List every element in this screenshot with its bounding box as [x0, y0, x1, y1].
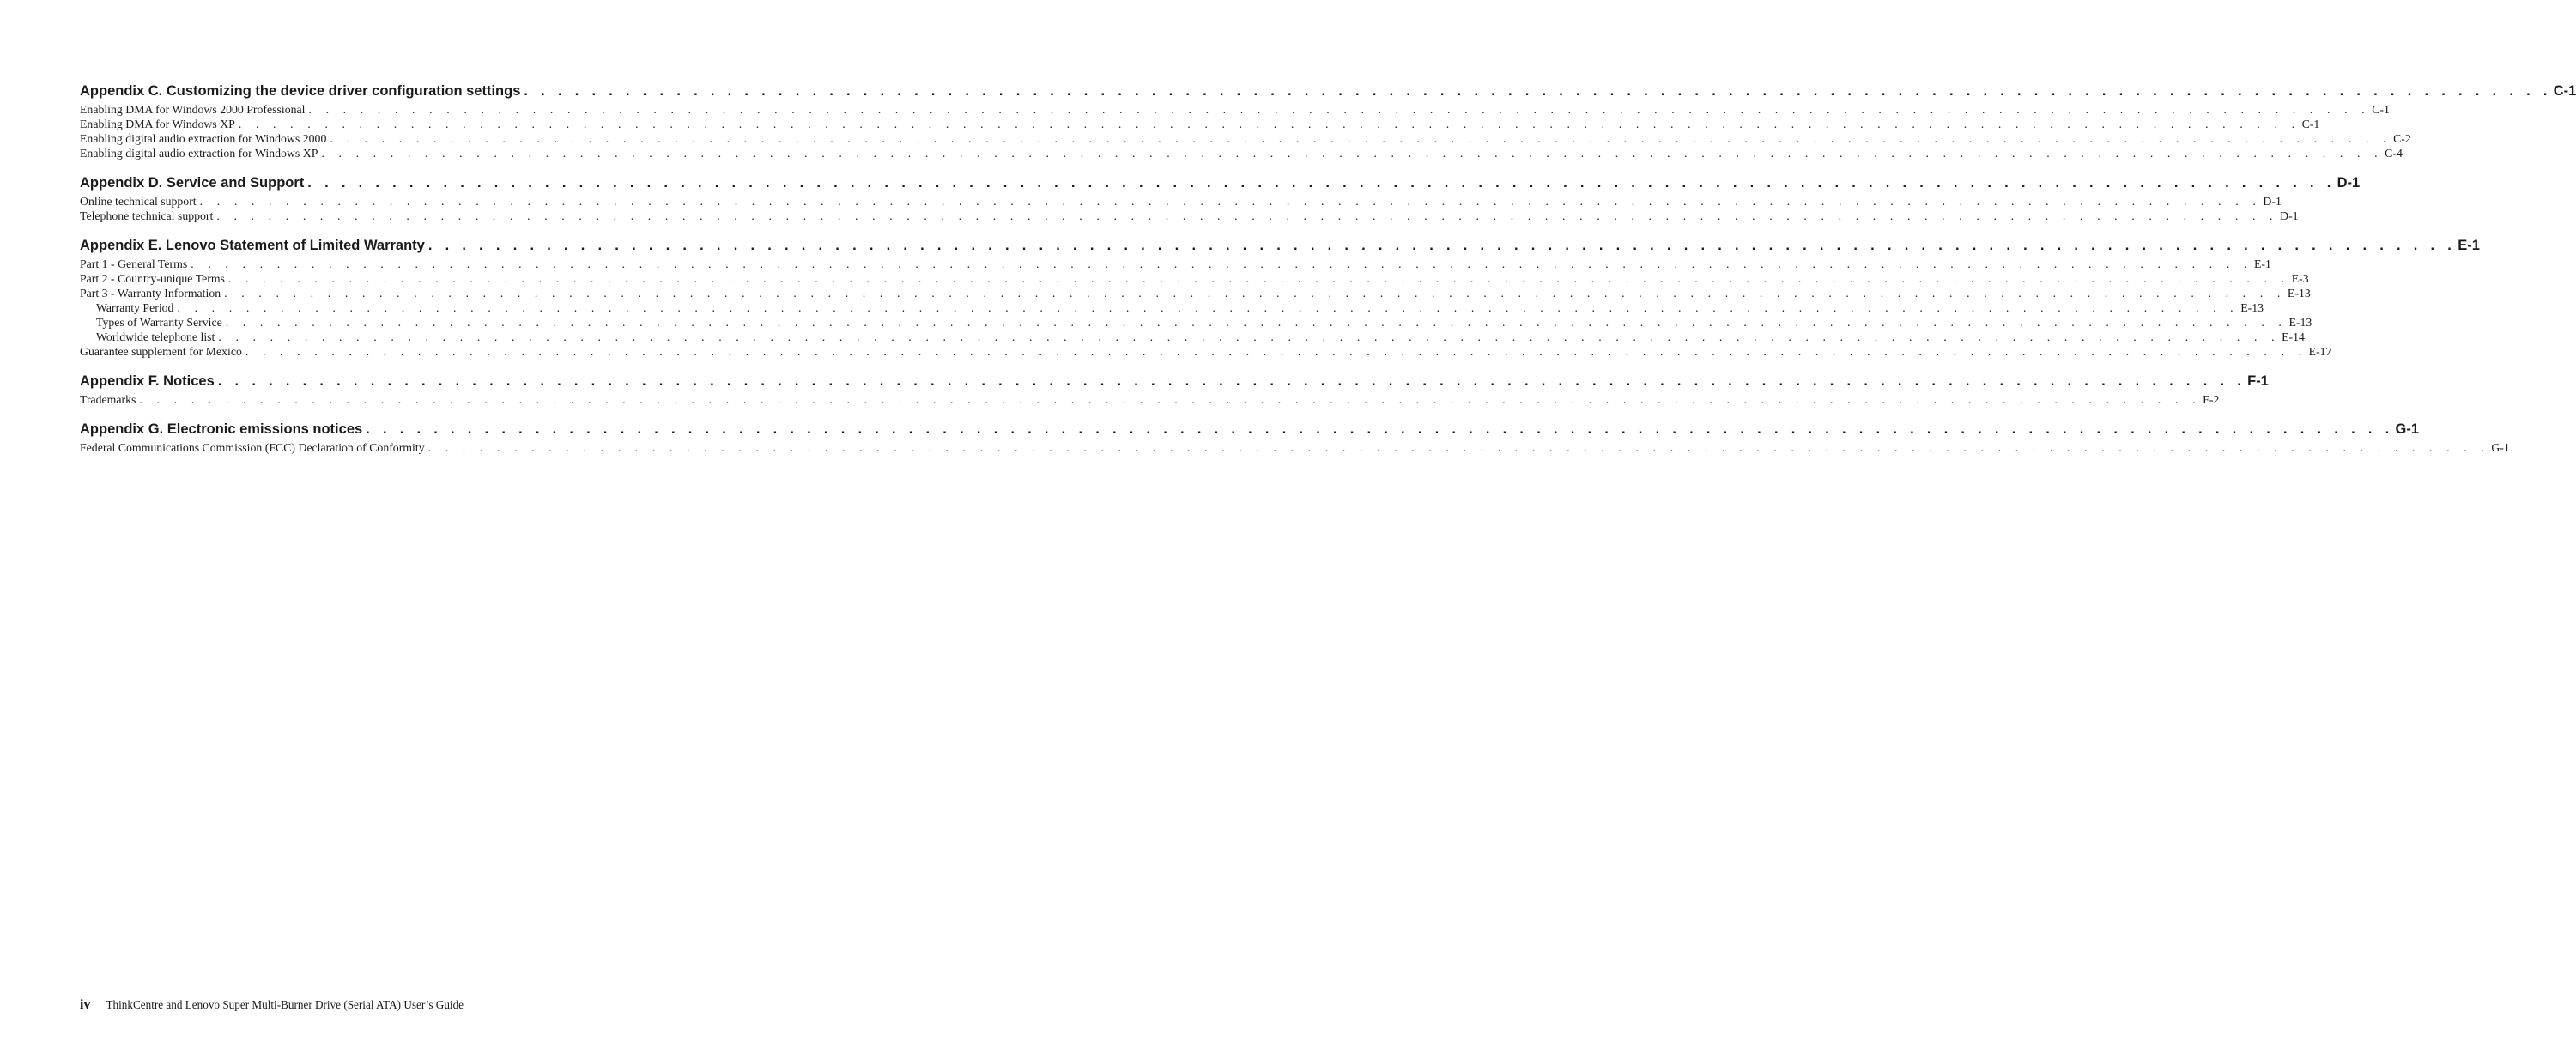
toc-entry-title: Types of Warranty Service [96, 316, 222, 329]
toc-entry-title: Enabling digital audio extraction for Windows XP [80, 147, 318, 160]
toc-entry[interactable] [80, 194, 2282, 209]
toc-heading-page-number: G-1 [2395, 421, 2420, 437]
toc-entry-page-number: C-4 [2385, 147, 2403, 160]
footer-book-title: ThinkCentre and Lenovo Super Multi-Burner Drive (Serial ATA) User’s Guide [106, 998, 464, 1011]
toc-entry-title: Part 1 - General Terms [80, 257, 188, 270]
dot-leader: . . . . . . . . . . . . . . . . . . . . . . . . . . . . . . . . . . . . . . . . . . . . . . . . . . . . . . . . . . . . . . . . . . . . . . . . . . . . . . . . . . . . . . . . . . . . . . . . . . . . . . . . . . . . . . . . . . . . . . . . [216, 209, 2279, 222]
toc-heading[interactable] [80, 82, 2576, 100]
dot-leader: . . . . . . . . . . . . . . . . . . . . . . . . . . . . . . . . . . . . . . . . . . . . . . . . . . . . . . . . . . . . . . . . . . . . . . . . . . . . . . . . . . . . . . . . . . . . . . . . . . . . . . . . . . . . . . . . . . . . . . . . [224, 287, 2286, 300]
toc-heading-page-number: E-1 [2458, 238, 2480, 253]
toc-entry-page-number: E-14 [2282, 330, 2305, 343]
toc-entry[interactable] [80, 131, 2411, 146]
toc-section [80, 237, 2480, 359]
dot-leader: . . . . . . . . . . . . . . . . . . . . . . . . . . . . . . . . . . . . . . . . . . . . . . . . . . . . . . . . . . . . . . . . . . . . . . . . . . . . . . . . . . . . . . . . . . . . . . . . . . . . . . . . . . . . . . . . . . . . . . . . [366, 421, 2394, 437]
toc-entry[interactable] [80, 392, 2220, 407]
toc-entry[interactable] [80, 315, 2312, 330]
toc-entry-title: Federal Communications Commission (FCC) Declaration of Conformity [80, 441, 425, 454]
dot-leader: . . . . . . . . . . . . . . . . . . . . . . . . . . . . . . . . . . . . . . . . . . . . . . . . . . . . . . . . . . . . . . . . . . . . . . . . . . . . . . . . . . . . . . . . . . . . . . . . . . . . . . . . . . . . . . . . . . . . . . . . [321, 147, 2384, 160]
dot-leader: . . . . . . . . . . . . . . . . . . . . . . . . . . . . . . . . . . . . . . . . . . . . . . . . . . . . . . . . . . . . . . . . . . . . . . . . . . . . . . . . . . . . . . . . . . . . . . . . . . . . . . . . . . . . . . . . . . . . . . . . [427, 441, 2490, 454]
dot-leader: . . . . . . . . . . . . . . . . . . . . . . . . . . . . . . . . . . . . . . . . . . . . . . . . . . . . . . . . . . . . . . . . . . . . . . . . . . . . . . . . . . . . . . . . . . . . . . . . . . . . . . . . . . . . . . . . . . . . . . . . [191, 257, 2252, 270]
page-footer [80, 997, 464, 1013]
toc-entry-page-number: D-1 [2263, 195, 2282, 208]
toc-heading-page-number: C-1 [2553, 83, 2576, 99]
toc-heading-title: Appendix D. Service and Support [80, 175, 305, 191]
toc-heading-title: Appendix F. Notices [80, 373, 215, 389]
dot-leader: . . . . . . . . . . . . . . . . . . . . . . . . . . . . . . . . . . . . . . . . . . . . . . . . . . . . . . . . . . . . . . . . . . . . . . . . . . . . . . . . . . . . . . . . . . . . . . . . . . . . . . . . . . . . . . . . . . . . . . . . [139, 393, 2202, 406]
toc-entry-page-number: E-13 [2288, 316, 2312, 329]
toc-entry-title: Worldwide telephone list [96, 330, 215, 343]
toc-entry-title: Trademarks [80, 393, 136, 406]
toc-entry[interactable] [80, 330, 2305, 344]
toc-entry[interactable] [80, 344, 2332, 359]
toc-entry[interactable] [80, 146, 2403, 161]
toc-entry-title: Telephone technical support [80, 209, 214, 222]
dot-leader: . . . . . . . . . . . . . . . . . . . . . . . . . . . . . . . . . . . . . . . . . . . . . . . . . . . . . . . . . . . . . . . . . . . . . . . . . . . . . . . . . . . . . . . . . . . . . . . . . . . . . . . . . . . . . . . . . . . . . . . . [199, 195, 2262, 208]
toc-entry[interactable] [80, 102, 2390, 117]
dot-leader: . . . . . . . . . . . . . . . . . . . . . . . . . . . . . . . . . . . . . . . . . . . . . . . . . . . . . . . . . . . . . . . . . . . . . . . . . . . . . . . . . . . . . . . . . . . . . . . . . . . . . . . . . . . . . . . . . . . . . . . . [217, 373, 2246, 389]
toc-entry[interactable] [80, 209, 2299, 223]
toc-entry[interactable] [80, 286, 2311, 300]
toc-entry-title: Guarantee supplement for Mexico [80, 345, 242, 358]
dot-leader: . . . . . . . . . . . . . . . . . . . . . . . . . . . . . . . . . . . . . . . . . . . . . . . . . . . . . . . . . . . . . . . . . . . . . . . . . . . . . . . . . . . . . . . . . . . . . . . . . . . . . . . . . . . . . . . . . . . . . . . . [245, 345, 2307, 358]
toc-heading[interactable] [80, 373, 2269, 391]
toc-entry-page-number: E-13 [2240, 301, 2264, 314]
toc-entry-page-number: C-2 [2393, 132, 2411, 145]
dot-leader: . . . . . . . . . . . . . . . . . . . . . . . . . . . . . . . . . . . . . . . . . . . . . . . . . . . . . . . . . . . . . . . . . . . . . . . . . . . . . . . . . . . . . . . . . . . . . . . . . . . . . . . . . . . . . . . . . . . . . . . . [238, 118, 2300, 130]
table-of-contents [80, 82, 2576, 469]
toc-entry[interactable] [80, 257, 2271, 271]
dot-leader: . . . . . . . . . . . . . . . . . . . . . . . . . . . . . . . . . . . . . . . . . . . . . . . . . . . . . . . . . . . . . . . . . . . . . . . . . . . . . . . . . . . . . . . . . . . . . . . . . . . . . . . . . . . . . . . . . . . . . . . . [524, 83, 2552, 99]
toc-heading-title: Appendix E. Lenovo Statement of Limited Warranty [80, 238, 425, 253]
toc-entry[interactable] [80, 271, 2309, 286]
toc-section [80, 373, 2269, 407]
toc-heading[interactable] [80, 421, 2420, 439]
toc-entry-title: Enabling digital audio extraction for Windows 2000 [80, 132, 327, 145]
toc-entry-title: Part 3 - Warranty Information [80, 287, 221, 300]
toc-heading-page-number: D-1 [2337, 175, 2361, 191]
toc-entry-page-number: C-1 [2372, 103, 2390, 116]
toc-entry[interactable] [80, 117, 2320, 131]
dot-leader: . . . . . . . . . . . . . . . . . . . . . . . . . . . . . . . . . . . . . . . . . . . . . . . . . . . . . . . . . . . . . . . . . . . . . . . . . . . . . . . . . . . . . . . . . . . . . . . . . . . . . . . . . . . . . . . . . . . . . . . . [427, 238, 2457, 253]
dot-leader: . . . . . . . . . . . . . . . . . . . . . . . . . . . . . . . . . . . . . . . . . . . . . . . . . . . . . . . . . . . . . . . . . . . . . . . . . . . . . . . . . . . . . . . . . . . . . . . . . . . . . . . . . . . . . . . . . . . . . . . . [308, 103, 2371, 116]
toc-entry-page-number: G-1 [2491, 441, 2510, 454]
toc-entry-title: Enabling DMA for Windows XP [80, 118, 235, 130]
dot-leader: . . . . . . . . . . . . . . . . . . . . . . . . . . . . . . . . . . . . . . . . . . . . . . . . . . . . . . . . . . . . . . . . . . . . . . . . . . . . . . . . . . . . . . . . . . . . . . . . . . . . . . . . . . . . . . . . . . . . . . . . [227, 272, 2290, 285]
toc-section [80, 174, 2361, 223]
toc-section [80, 421, 2510, 455]
toc-entry-page-number: F-2 [2203, 393, 2220, 406]
toc-heading[interactable] [80, 237, 2480, 255]
toc-entry-title: Part 2 - Country-unique Terms [80, 272, 225, 285]
toc-section [80, 82, 2576, 161]
toc-entry-page-number: C-1 [2301, 118, 2320, 130]
toc-entry-page-number: D-1 [2280, 209, 2299, 222]
toc-entry-page-number: E-17 [2308, 345, 2332, 358]
dot-leader: . . . . . . . . . . . . . . . . . . . . . . . . . . . . . . . . . . . . . . . . . . . . . . . . . . . . . . . . . . . . . . . . . . . . . . . . . . . . . . . . . . . . . . . . . . . . . . . . . . . . . . . . . . . . . . . . . . . . . . . . [177, 301, 2240, 314]
toc-entry[interactable] [80, 300, 2264, 315]
toc-entry-title: Online technical support [80, 195, 197, 208]
dot-leader: . . . . . . . . . . . . . . . . . . . . . . . . . . . . . . . . . . . . . . . . . . . . . . . . . . . . . . . . . . . . . . . . . . . . . . . . . . . . . . . . . . . . . . . . . . . . . . . . . . . . . . . . . . . . . . . . . . . . . . . . [330, 132, 2392, 145]
dot-leader: . . . . . . . . . . . . . . . . . . . . . . . . . . . . . . . . . . . . . . . . . . . . . . . . . . . . . . . . . . . . . . . . . . . . . . . . . . . . . . . . . . . . . . . . . . . . . . . . . . . . . . . . . . . . . . . . . . . . . . . . [307, 175, 2336, 191]
toc-entry-title: Warranty Period [96, 301, 174, 314]
toc-heading-page-number: F-1 [2247, 373, 2269, 389]
toc-heading-title: Appendix G. Electronic emissions notices [80, 421, 363, 437]
toc-entry[interactable] [80, 440, 2510, 455]
toc-heading-title: Appendix C. Customizing the device driver configuration settings [80, 83, 521, 99]
dot-leader: . . . . . . . . . . . . . . . . . . . . . . . . . . . . . . . . . . . . . . . . . . . . . . . . . . . . . . . . . . . . . . . . . . . . . . . . . . . . . . . . . . . . . . . . . . . . . . . . . . . . . . . . . . . . . . . . . . . . . . . . [218, 330, 2281, 343]
toc-heading[interactable] [80, 174, 2361, 192]
toc-entry-page-number: E-3 [2291, 272, 2309, 285]
toc-entry-page-number: E-13 [2287, 287, 2311, 300]
dot-leader: . . . . . . . . . . . . . . . . . . . . . . . . . . . . . . . . . . . . . . . . . . . . . . . . . . . . . . . . . . . . . . . . . . . . . . . . . . . . . . . . . . . . . . . . . . . . . . . . . . . . . . . . . . . . . . . . . . . . . . . . [225, 316, 2288, 329]
footer-page-number: iv [80, 997, 91, 1012]
toc-entry-title: Enabling DMA for Windows 2000 Professional [80, 103, 306, 116]
toc-entry-page-number: E-1 [2253, 257, 2271, 270]
